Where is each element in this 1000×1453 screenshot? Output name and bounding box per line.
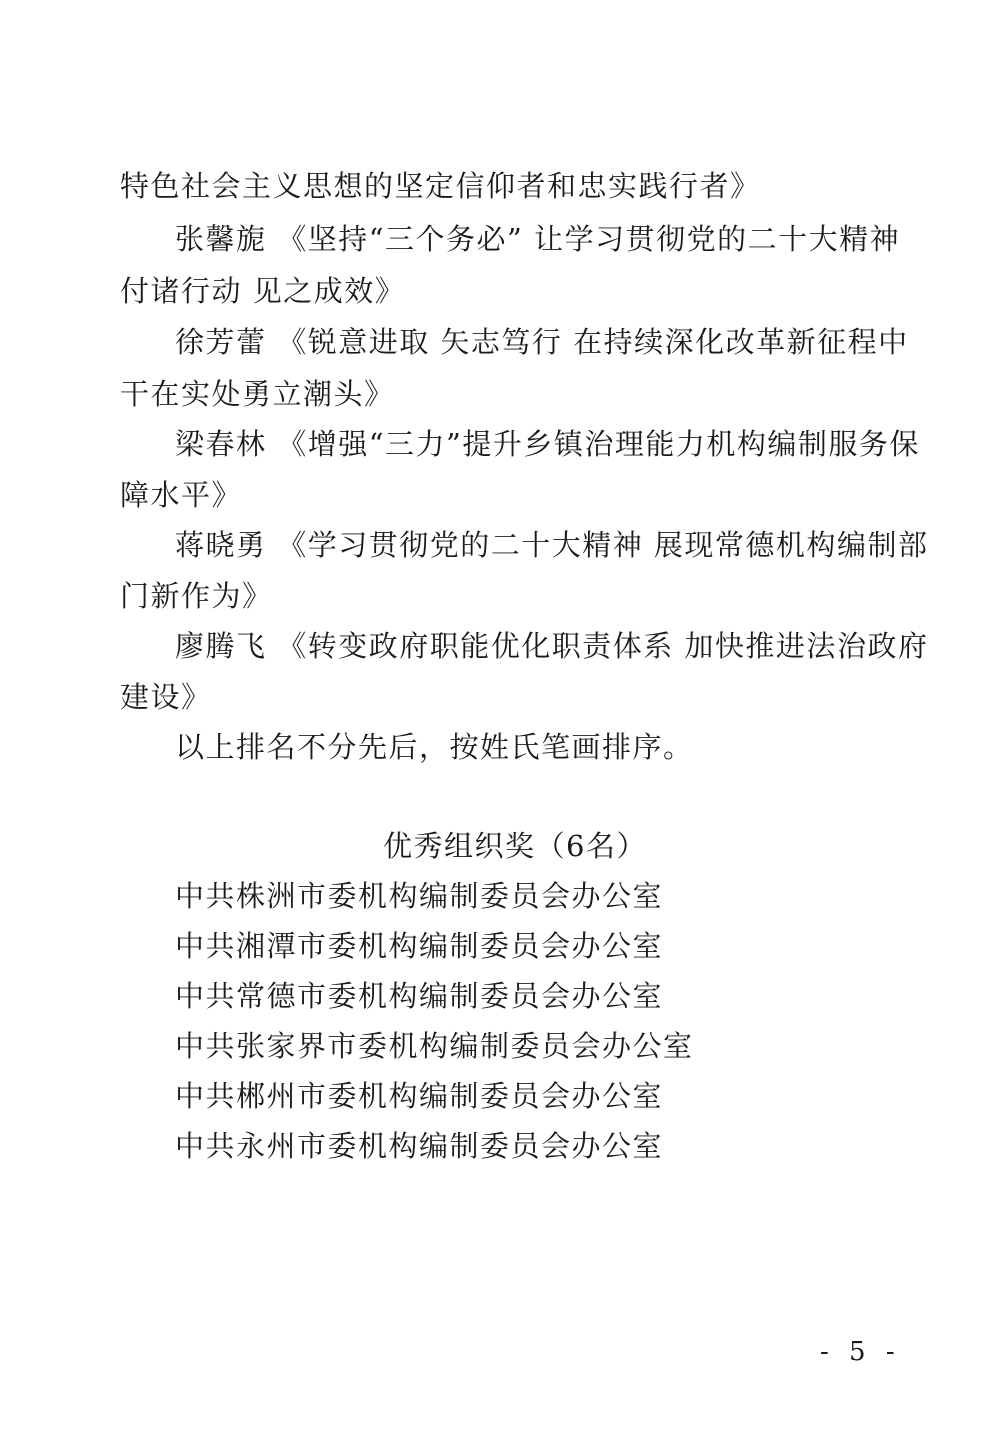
paragraph-line: 门新作为》 — [120, 579, 273, 613]
section-title: 优秀组织奖（6名） — [383, 829, 647, 863]
entry-line-xu-fanglei: 徐芳蕾 《锐意进取 矢志笃行 在持续深化改革新征程中 — [175, 325, 909, 359]
org-item: 中共张家界市委机构编制委员会办公室 — [175, 1029, 694, 1063]
org-item: 中共永州市委机构编制委员会办公室 — [175, 1129, 664, 1163]
paragraph-line: 付诸行动 见之成效》 — [120, 274, 406, 308]
org-item: 中共湘潭市委机构编制委员会办公室 — [175, 929, 664, 963]
page-number: - 5 - — [820, 1337, 901, 1367]
entry-line-zhang-xinni: 张馨旎 《坚持“三个务必” 让学习贯彻党的二十大精神 — [175, 222, 901, 256]
org-item: 中共常德市委机构编制委员会办公室 — [175, 979, 664, 1013]
org-item: 中共株洲市委机构编制委员会办公室 — [175, 879, 664, 913]
paragraph-line: 干在实处勇立潮头》 — [120, 377, 395, 411]
ranking-note: 以上排名不分先后，按姓氏笔画排序。 — [175, 730, 694, 764]
paragraph-line: 建设》 — [120, 680, 212, 714]
paragraph-line: 特色社会主义思想的坚定信仰者和忠实践行者》 — [120, 169, 761, 203]
entry-line-liang-chunlin: 梁春林 《增强“三力”提升乡镇治理能力机构编制服务保 — [175, 427, 920, 461]
entry-line-jiang-xiaoyong: 蒋晓勇 《学习贯彻党的二十大精神 展现常德机构编制部 — [175, 528, 929, 562]
paragraph-line: 障水平》 — [120, 478, 243, 512]
org-item: 中共郴州市委机构编制委员会办公室 — [175, 1079, 664, 1113]
entry-line-liao-tengfei: 廖腾飞 《转变政府职能优化职责体系 加快推进法治政府 — [175, 629, 929, 663]
